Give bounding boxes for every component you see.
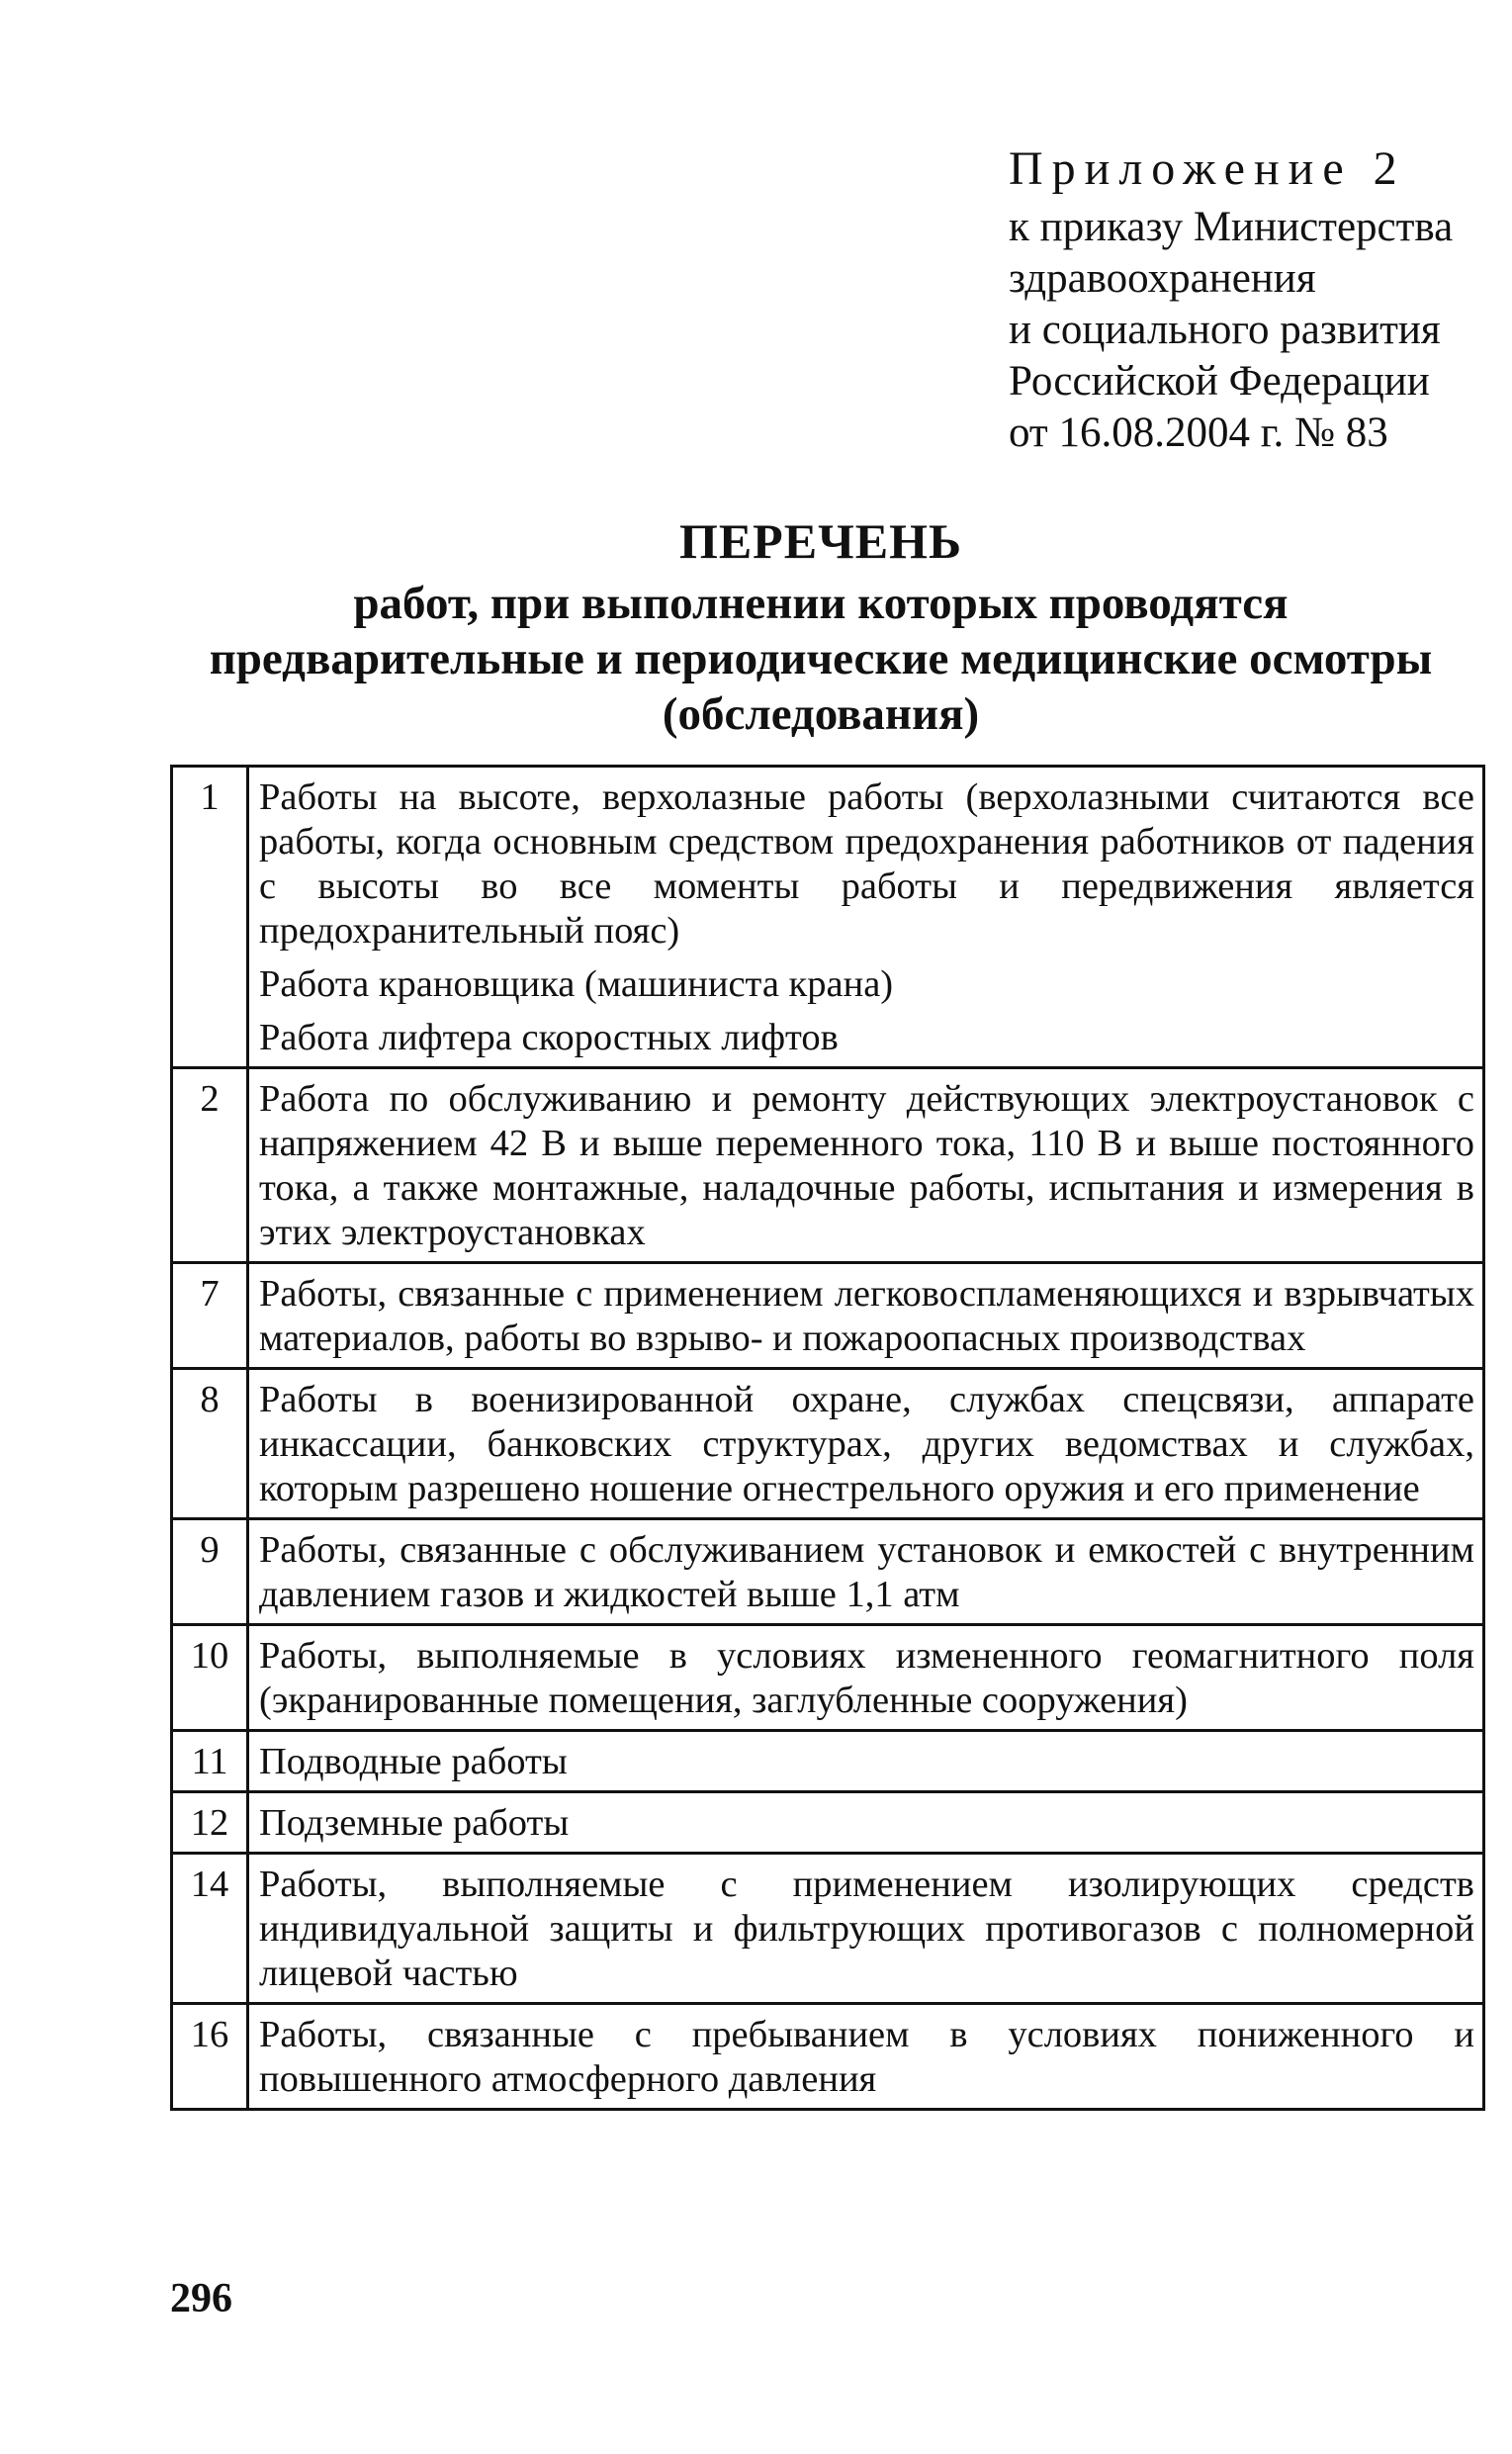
row-entry: Работа по обслуживанию и ремонту действующих электроустановок с напряжением 42 В и выше переменного тока, 110 В и выше постоянного тока, а также монтажные, наладочные работы, испытания и измерения в этих электроустановках [259, 1078, 1474, 1253]
table-row [172, 1854, 1484, 2004]
document-subtitle-line: работ, при выполнении которых проводятся [353, 578, 1289, 629]
row-number: 8 [172, 1369, 248, 1519]
row-entry: Работы в военизированной охране, службах спецсвязи, аппарате инкассации, банковских структурах, других ведомствах и службах, которым разрешено ношение огнестрельного оружия и его применение [259, 1379, 1474, 1509]
row-entry: Работа лифтера скоростных лифтов [259, 1017, 839, 1058]
row-entry: Работа крановщика (машиниста крана) [259, 963, 894, 1005]
row-description [248, 1731, 1484, 1792]
row-description [248, 1068, 1484, 1263]
row-entry: Подводные работы [259, 1741, 568, 1782]
row-number: 11 [172, 1731, 248, 1792]
row-entry: Работы, выполняемые с применением изолирующих средств индивидуальной защиты и фильтрующих противогазов с полномерной лицевой частью [259, 1863, 1474, 1994]
appendix-line: здравоохранения [1009, 255, 1316, 302]
row-number: 10 [172, 1625, 248, 1731]
row-entry: Работы, связанные с обслуживанием установок и емкостей с внутренним давлением газов и жидкостей выше 1,1 атм [259, 1529, 1474, 1615]
row-entry: Подземные работы [259, 1802, 570, 1844]
table-row [172, 1792, 1484, 1854]
row-description [248, 1369, 1484, 1519]
document-subtitle-line: (обследования) [662, 688, 980, 740]
appendix-line: и социального развития [1009, 307, 1441, 353]
appendix-line: Российской Федерации [1009, 358, 1430, 405]
table-row [172, 1519, 1484, 1625]
row-description [248, 2004, 1484, 2110]
row-description [248, 1519, 1484, 1625]
row-description [248, 767, 1484, 1068]
appendix-line: к приказу Министерства [1009, 204, 1454, 250]
row-entry: Работы, выполняемые в условиях измененного геомагнитного поля (экранированные помещения, заглубленные сооружения) [259, 1635, 1474, 1721]
document-title: ПЕРЕЧЕНЬ [678, 513, 963, 569]
row-number: 2 [172, 1068, 248, 1263]
document-heading [148, 506, 1493, 742]
document-subtitle-line: предварительные и периодические медицинские осмотры [209, 633, 1433, 684]
row-number: 1 [172, 767, 248, 1068]
row-description [248, 1792, 1484, 1854]
table-row [172, 1369, 1484, 1519]
appendix-reference [1009, 138, 1483, 459]
row-number: 16 [172, 2004, 248, 2110]
table-row [172, 1625, 1484, 1731]
table-row [172, 1263, 1484, 1369]
table-row [172, 1731, 1484, 1792]
row-number: 9 [172, 1519, 248, 1625]
row-description [248, 1854, 1484, 2004]
table-row [172, 1068, 1484, 1263]
row-number: 12 [172, 1792, 248, 1854]
row-entry: Работы на высоте, верхолазные работы (верхолазными считаются все работы, когда основным средством предохранения работников от падения с высоты во все моменты работы и передвижения является предохранительный пояс) [259, 776, 1474, 952]
table-row [172, 2004, 1484, 2110]
row-number: 7 [172, 1263, 248, 1369]
row-number: 14 [172, 1854, 248, 2004]
row-description [248, 1625, 1484, 1731]
page-number: 296 [170, 2276, 232, 2321]
works-table [170, 765, 1485, 2111]
row-entry: Работы, связанные с применением легковоспламеняющихся и взрывчатых материалов, работы во взрыво- и пожароопасных производствах [259, 1273, 1474, 1359]
table-row [172, 767, 1484, 1068]
row-description [248, 1263, 1484, 1369]
appendix-title: Приложение 2 [1009, 142, 1406, 195]
appendix-line: от 16.08.2004 г. № 83 [1009, 409, 1388, 456]
row-entry: Работы, связанные с пребыванием в условиях пониженного и повышенного атмосферного давления [259, 2014, 1474, 2100]
